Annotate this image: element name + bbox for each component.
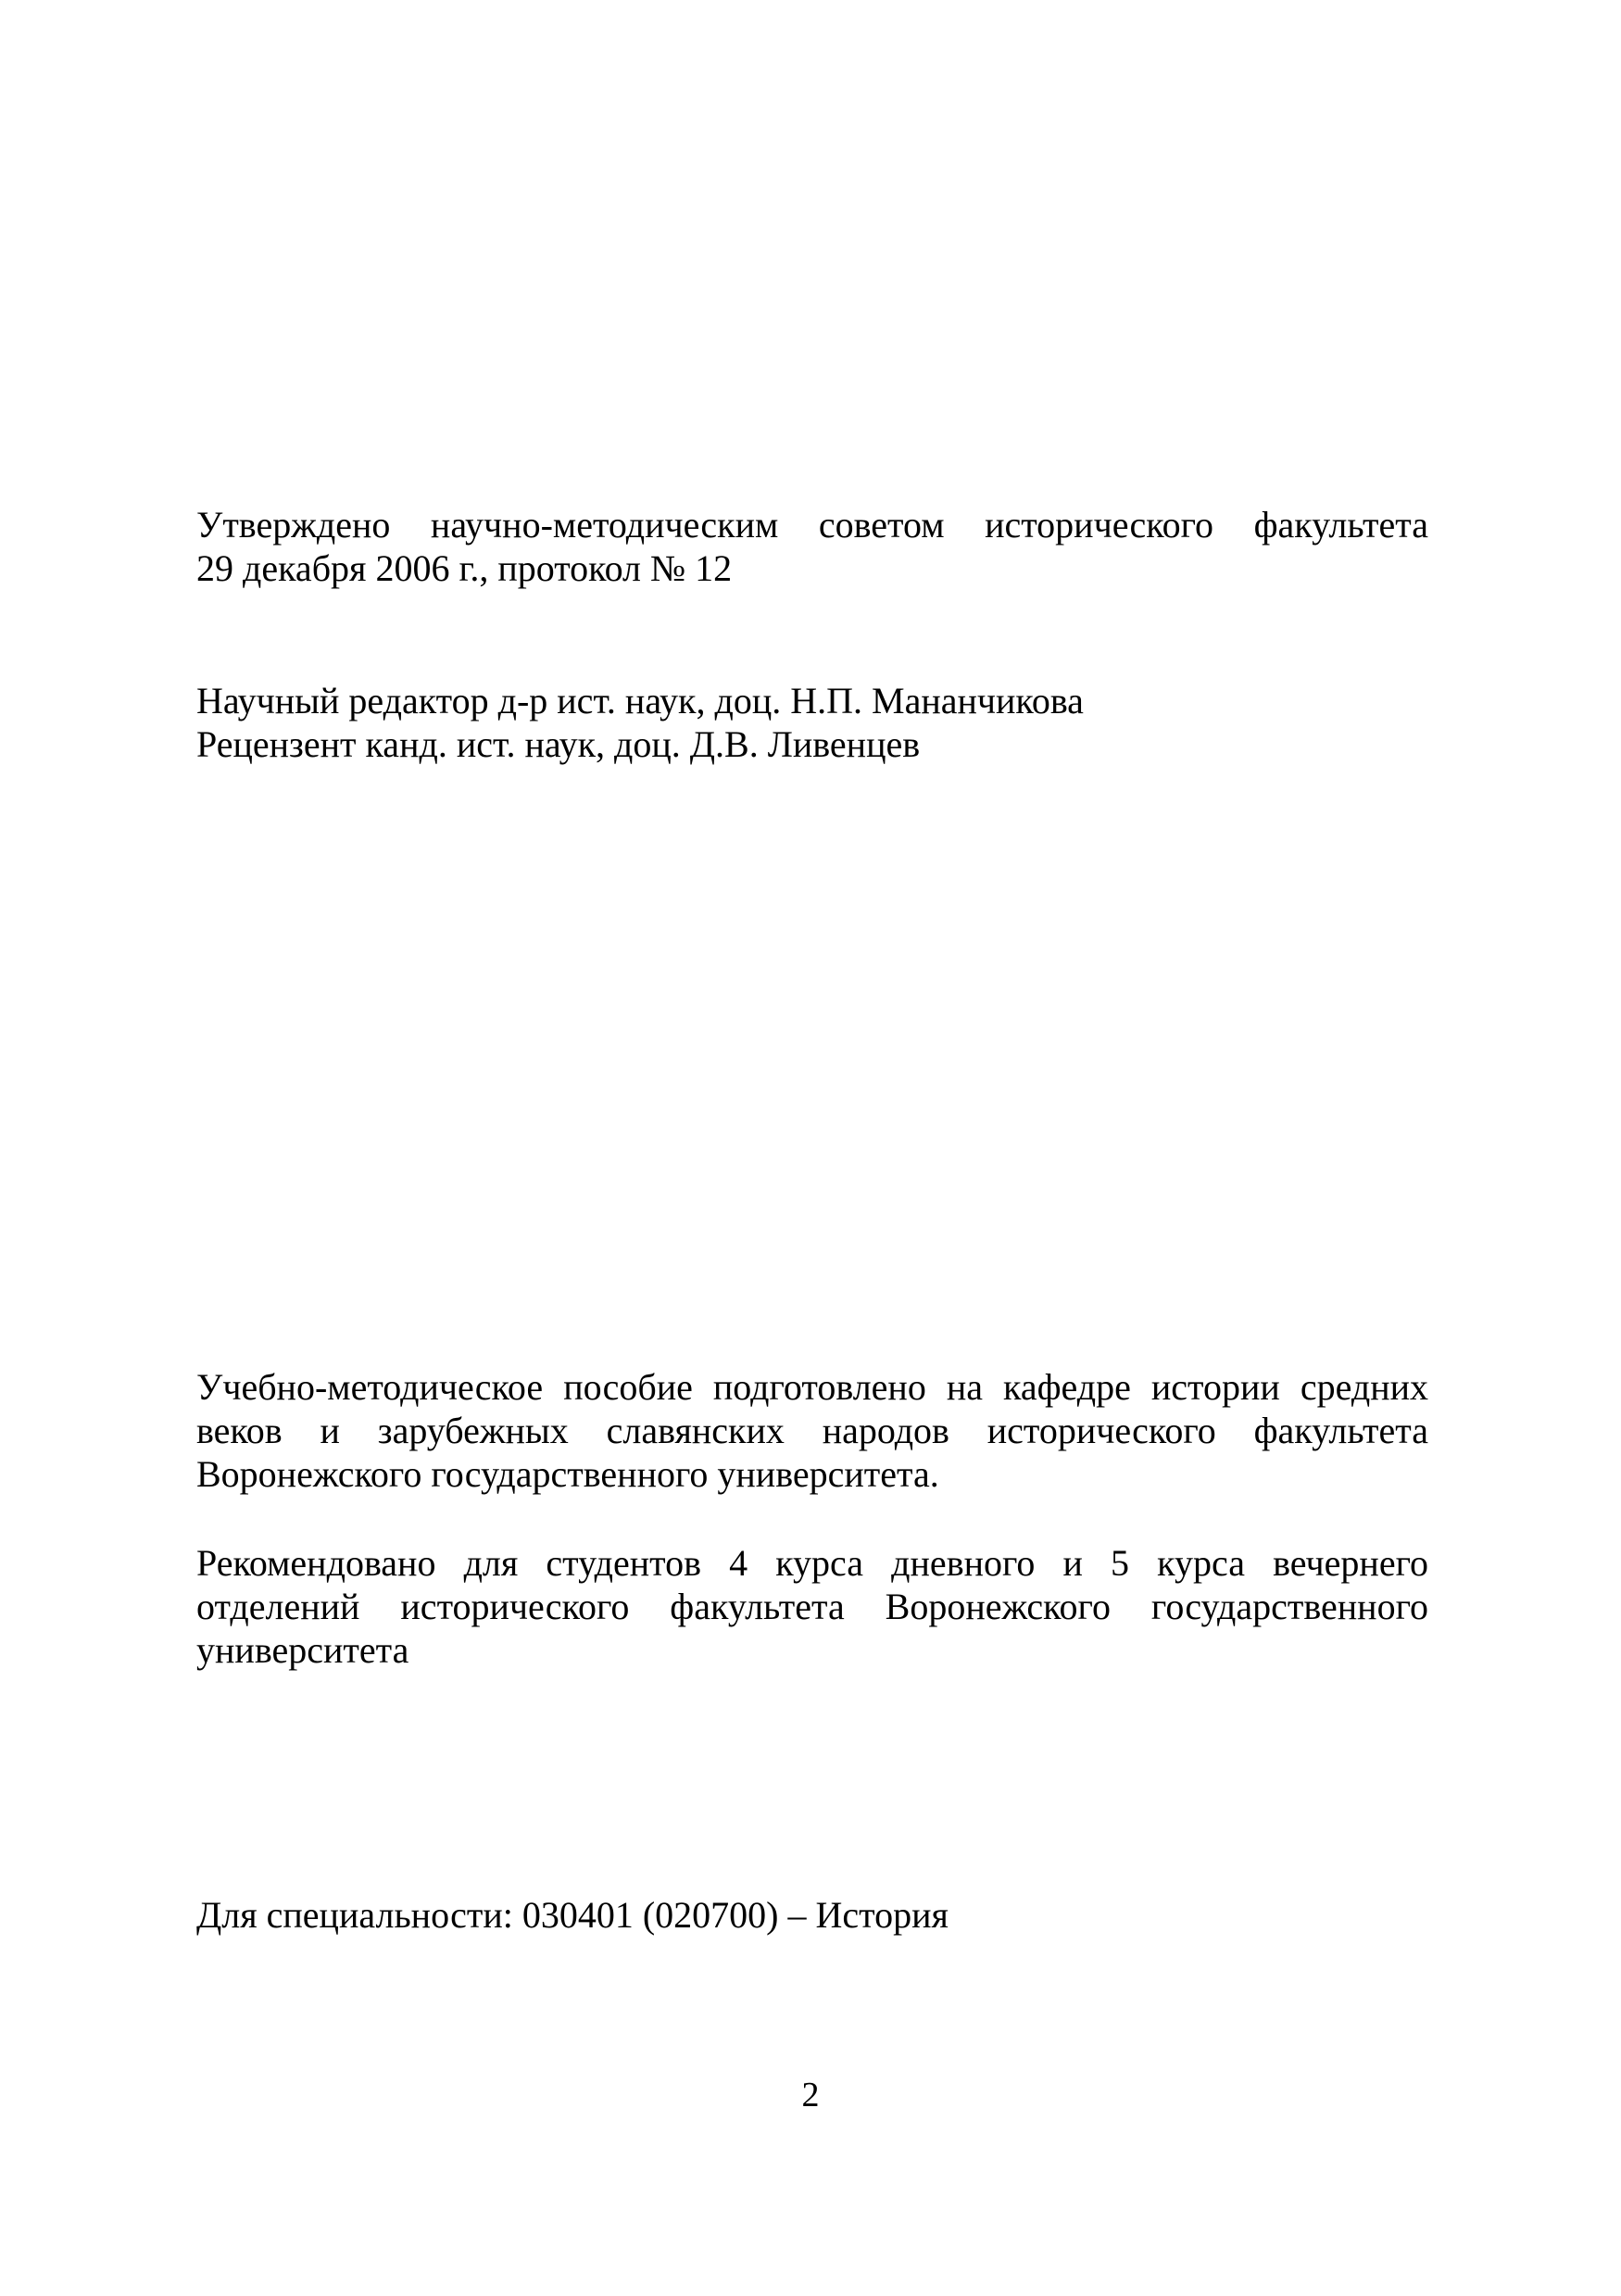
editors-block — [196, 679, 1428, 766]
recommended-paragraph — [196, 1541, 1428, 1672]
prepared-line-3: Воронежского государственного университета. — [196, 1453, 939, 1495]
specialty-text: Для специальности: 030401 (020700) – История — [196, 1894, 949, 1936]
reviewer-line: Рецензент канд. ист. наук, доц. Д.В. Ливенцев — [196, 723, 921, 765]
approval-line-1: Утверждено научно-методическим советом исторического факультета — [196, 504, 1428, 546]
prepared-line-2: веков и зарубежных славянских народов исторического факультета — [196, 1410, 1428, 1451]
prepared-line-1: Учебно-методическое пособие подготовлено на кафедре истории средних — [196, 1366, 1428, 1408]
approval-paragraph — [196, 503, 1428, 590]
recommended-line-3: университета — [196, 1629, 409, 1671]
approval-line-2: 29 декабря 2006 г., протокол № 12 — [196, 547, 733, 589]
page-number: 2 — [801, 2076, 820, 2114]
prepared-paragraph — [196, 1365, 1428, 1496]
recommended-line-1: Рекомендовано для студентов 4 курса дневного и 5 курса вечернего — [196, 1542, 1428, 1584]
scientific-editor-line: Научный редактор д-р ист. наук, доц. Н.П. Мананчикова — [196, 680, 1084, 721]
recommended-line-2: отделений исторического факультета Воронежского государственного — [196, 1586, 1428, 1627]
specialty-line — [196, 1893, 1428, 1937]
